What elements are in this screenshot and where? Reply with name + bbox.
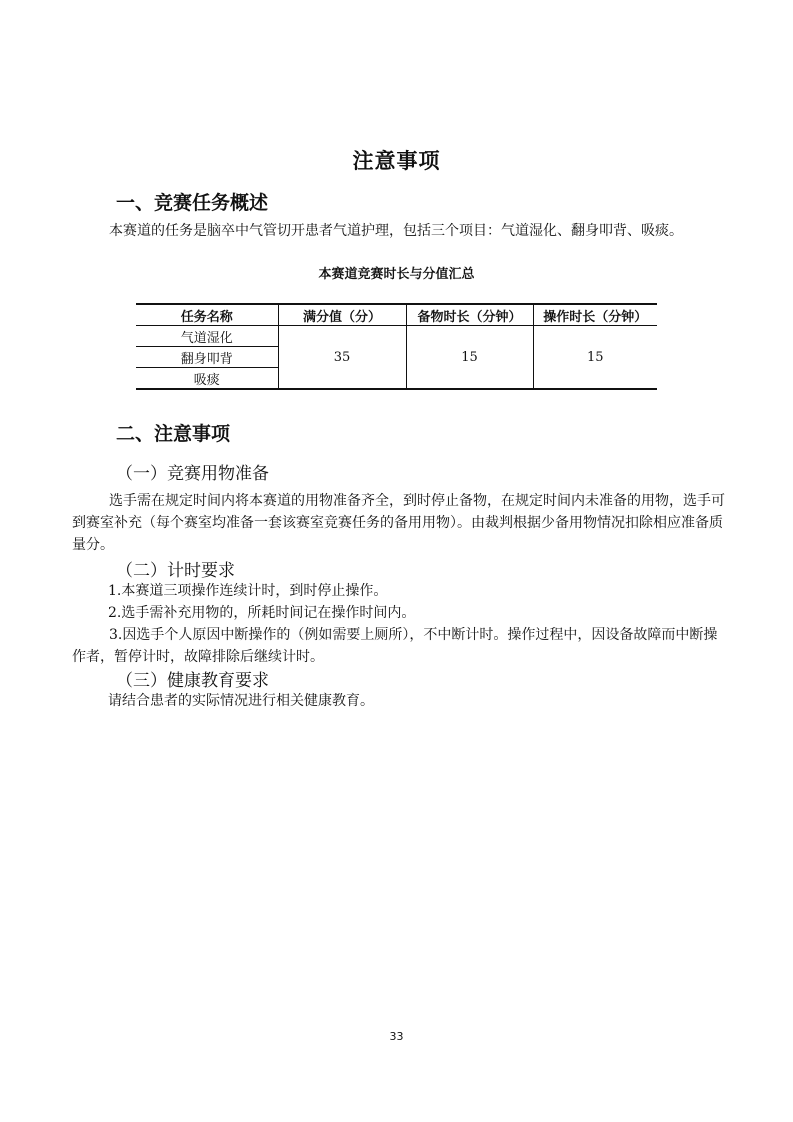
subsection-1-heading: （一）竞赛用物准备	[116, 464, 269, 484]
timing-item-1: 1.本赛道三项操作连续计时，到时停止操作。	[108, 583, 388, 599]
section-1-paragraph: 本赛道的任务是脑卒中气管切开患者气道护理，包括三个项目：气道湿化、翻身叩背、吸痰。	[109, 223, 683, 239]
full-score-value: 35	[278, 326, 406, 390]
header-prep-time: 备物时长（分钟）	[406, 304, 533, 326]
section-1-heading: 一、竞赛任务概述	[116, 192, 269, 214]
header-full-score: 满分值（分）	[278, 304, 406, 326]
subsection-3-heading: （三）健康教育要求	[116, 671, 269, 691]
table-caption: 本赛道竞赛时长与分值汇总	[318, 267, 475, 282]
page-number: 33	[389, 1030, 404, 1043]
header-operation-time: 操作时长（分钟）	[533, 304, 657, 326]
page-title: 注意事项	[352, 149, 441, 173]
task-airway-humidification: 气道湿化	[136, 326, 278, 347]
operation-time-value: 15	[533, 326, 657, 390]
subsection-3-paragraph: 请结合患者的实际情况进行相关健康教育。	[108, 693, 374, 709]
timing-item-2: 2.选手需补充用物的，所耗时间记在操作时间内。	[108, 605, 416, 621]
task-turning-back-patting: 翻身叩背	[136, 347, 278, 368]
section-2-heading: 二、注意事项	[116, 423, 231, 445]
summary-table	[136, 303, 657, 390]
prep-time-value: 15	[406, 326, 533, 390]
header-task-name: 任务名称	[136, 304, 278, 326]
subsection-2-heading: （二）计时要求	[116, 561, 235, 581]
table-header-row	[136, 304, 657, 326]
table-row	[136, 326, 657, 347]
task-suction: 吸痰	[136, 368, 278, 390]
timing-item-3: 3.因选手个人原因中断操作的（例如需要上厕所），不中断计时。操作过程中，因设备故障而中断操作者，暂停计时，故障排除后继续计时。	[72, 627, 718, 665]
subsection-1-paragraph: 选手需在规定时间内将本赛道的用物准备齐全，到时停止备物，在规定时间内未准备的用物，选手可到赛室补充（每个赛室均准备一套该赛室竞赛任务的备用用物）。由裁判根据少备用物情况扣除相应准备质量分。	[72, 493, 725, 553]
